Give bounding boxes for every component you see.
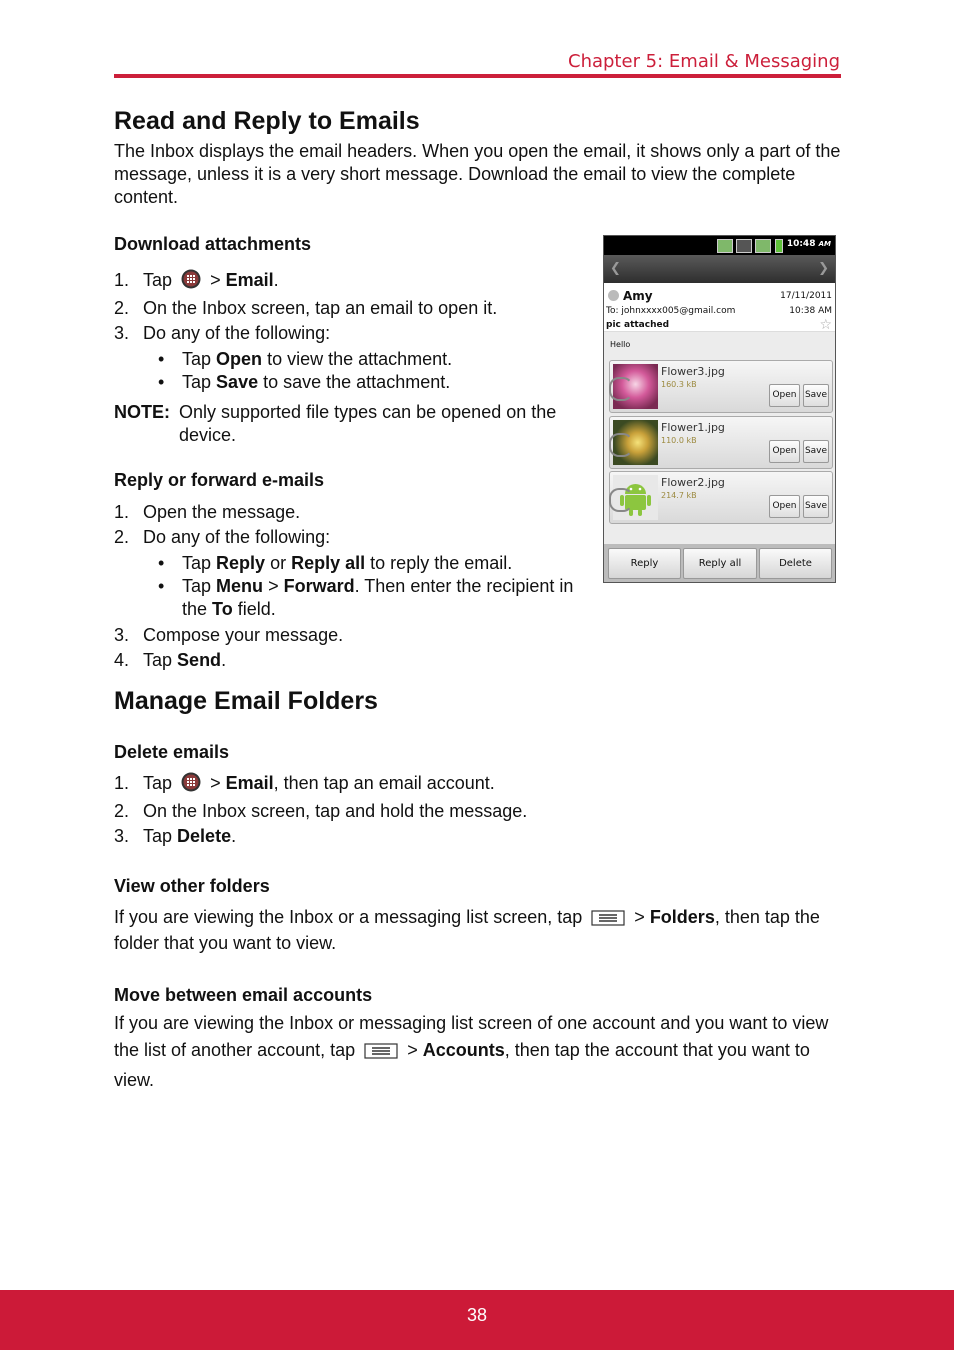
list-item	[114, 501, 584, 524]
bullet-item	[114, 348, 584, 371]
attachment-size: 110.0 kB	[661, 436, 697, 445]
subheading-accounts: Move between email accounts	[114, 985, 373, 1005]
bullet-dot: •	[158, 372, 165, 392]
list-item	[114, 649, 584, 672]
list-item	[114, 825, 841, 848]
status-bar	[604, 236, 835, 255]
list-item	[114, 624, 584, 647]
step-number: 2.	[114, 801, 130, 821]
separator: >	[268, 576, 279, 596]
step-text: Compose your message.	[143, 625, 344, 645]
step-number: 1.	[114, 502, 130, 522]
list-item	[114, 526, 584, 621]
delete-button[interactable]: Delete	[759, 548, 832, 579]
step-text: Tap	[143, 650, 173, 670]
step-number: 1.	[114, 270, 130, 290]
bold-term: Save	[216, 372, 259, 392]
signal-icon	[755, 239, 771, 253]
recipient: To: johnxxxx005@gmail.com	[606, 306, 736, 316]
menu-icon	[364, 1040, 398, 1067]
reply-button[interactable]: Reply	[608, 548, 681, 579]
attachment-name: Flower1.jpg	[661, 421, 725, 434]
bullet-text: to save the attachment.	[263, 372, 451, 392]
step-number: 3.	[114, 625, 130, 645]
attachment-item	[609, 360, 833, 413]
list-item	[114, 322, 584, 394]
bold-term: Send	[177, 650, 222, 670]
page-footer	[0, 1290, 954, 1350]
chapter-header: Chapter 5: Email & Messaging	[568, 51, 840, 72]
bold-term: Email	[225, 773, 274, 793]
message-body: Hello	[610, 340, 631, 349]
bullet-item	[114, 552, 584, 575]
clock	[787, 239, 831, 249]
accounts-paragraph	[114, 1010, 841, 1094]
save-button[interactable]: Save	[803, 384, 829, 407]
paperclip-icon	[609, 377, 633, 401]
step-number: 2.	[114, 527, 130, 547]
step-text: Tap	[143, 270, 173, 290]
header-rule	[114, 74, 841, 78]
bullet-dot: •	[158, 553, 165, 573]
left-column	[114, 233, 584, 672]
step-text: Do any of the following:	[143, 323, 331, 343]
separator: >	[634, 907, 645, 927]
note-label: NOTE:	[114, 402, 170, 422]
intro-paragraph: The Inbox displays the email headers. When you open the email, it shows only a part of the message, unless it is a very short message. Download the email to view the complete content.	[114, 141, 841, 207]
step-text: On the Inbox screen, tap an email to open it.	[143, 298, 498, 318]
separator: >	[210, 270, 221, 290]
paperclip-icon	[609, 433, 633, 457]
list-item	[114, 297, 584, 320]
page-number: 38	[466, 1305, 488, 1325]
message-nav-bar	[604, 255, 835, 283]
bullet-dot: •	[158, 349, 165, 369]
subheading-delete: Delete emails	[114, 742, 230, 762]
note	[114, 401, 584, 447]
list-item	[114, 772, 841, 798]
paragraph-text: , then tap the account that you want to view.	[114, 1040, 810, 1090]
bullet-text: to view the attachment.	[267, 349, 453, 369]
step-text: Do any of the following:	[143, 527, 331, 547]
open-button[interactable]: Open	[769, 384, 800, 407]
bullet-text: or	[270, 553, 287, 573]
bold-term: Menu	[216, 576, 264, 596]
step-text: Tap	[143, 826, 173, 846]
folders-paragraph	[114, 906, 841, 955]
bullet-text: Tap	[182, 349, 212, 369]
menu-icon	[591, 909, 625, 932]
notification-icon	[717, 239, 733, 253]
battery-icon	[775, 239, 783, 253]
bullet-list	[114, 552, 584, 621]
message-date: 17/11/2011	[780, 291, 832, 301]
bold-term: Forward	[283, 576, 355, 596]
bullet-item	[114, 371, 584, 394]
section-title-read-reply: Read and Reply to Emails	[114, 107, 420, 135]
phone-screenshot	[603, 235, 836, 583]
bold-term: Reply all	[291, 553, 366, 573]
bold-term: To	[212, 599, 233, 619]
bullet-text: field.	[237, 599, 276, 619]
bold-term: Folders	[649, 907, 715, 927]
message-time: 10:38 AM	[789, 306, 832, 316]
list-item	[114, 269, 584, 295]
step-number: 3.	[114, 826, 130, 846]
bold-term: Email	[225, 270, 274, 290]
separator: >	[407, 1040, 418, 1060]
attachment-name: Flower2.jpg	[661, 476, 725, 489]
data-3g-icon	[736, 239, 752, 253]
subheading-download: Download attachments	[114, 234, 312, 254]
paragraph-text: If you are viewing the Inbox or a messaging list screen, tap	[114, 907, 583, 927]
download-steps	[114, 269, 584, 394]
bold-term: Open	[216, 349, 263, 369]
subject: pic attached	[606, 320, 670, 330]
separator: >	[210, 773, 221, 793]
bullet-item	[114, 575, 584, 621]
paragraph-text: , then tap the folder that you want to view.	[114, 907, 820, 953]
reply-all-button[interactable]: Reply all	[683, 548, 757, 579]
bullet-dot: •	[158, 576, 165, 596]
step-number: 2.	[114, 298, 130, 318]
clock-time: 10:48	[786, 239, 816, 249]
message-header	[604, 283, 835, 332]
open-button[interactable]: Open	[769, 440, 800, 463]
step-text: .	[221, 650, 227, 670]
step-text: .	[231, 826, 237, 846]
attachment-size: 160.3 kB	[661, 380, 697, 389]
bullet-text: Tap	[182, 576, 212, 596]
bullet-text: Tap	[182, 553, 212, 573]
reply-steps	[114, 501, 584, 672]
delete-steps	[114, 772, 841, 848]
attachment-name: Flower3.jpg	[661, 365, 725, 378]
save-button[interactable]: Save	[803, 495, 829, 518]
step-number: 1.	[114, 773, 130, 793]
step-number: 4.	[114, 650, 130, 670]
step-text: .	[273, 270, 279, 290]
paragraph-text: If you are viewing the Inbox or messaging list screen of one account and you want to view the list of another account, tap	[114, 1013, 829, 1060]
sender-name: Amy	[623, 289, 653, 303]
contact-icon	[608, 290, 619, 301]
list-item	[114, 800, 841, 823]
bullet-text: to reply the email.	[370, 553, 513, 573]
step-text: Open the message.	[143, 502, 301, 522]
note-text: Only supported file types can be opened on the device.	[179, 402, 557, 445]
bullet-list	[114, 348, 584, 394]
paperclip-icon	[609, 488, 633, 512]
subheading-folders: View other folders	[114, 876, 270, 896]
open-button[interactable]: Open	[769, 495, 800, 518]
attachment-size: 214.7 kB	[661, 491, 697, 500]
bullet-text: . Then enter the recipient in the	[182, 576, 574, 619]
chevron-right-icon[interactable]: ❯	[818, 261, 829, 276]
bold-term: Accounts	[422, 1040, 505, 1060]
action-bar	[604, 544, 835, 582]
chevron-left-icon[interactable]: ❮	[610, 261, 621, 276]
subheading-reply: Reply or forward e-mails	[114, 470, 325, 490]
section-title-manage-folders: Manage Email Folders	[114, 687, 378, 715]
save-button[interactable]: Save	[803, 440, 829, 463]
clock-ampm: AM	[818, 240, 831, 248]
bold-term: Delete	[177, 826, 232, 846]
bullet-text: Tap	[182, 372, 212, 392]
step-text: On the Inbox screen, tap and hold the message.	[143, 801, 528, 821]
attachment-item	[609, 471, 833, 524]
app-drawer-icon	[181, 772, 201, 798]
star-icon[interactable]: ☆	[819, 317, 832, 333]
step-text: Tap	[143, 773, 173, 793]
bold-term: Reply	[216, 553, 266, 573]
step-text: , then tap an email account.	[273, 773, 495, 793]
step-number: 3.	[114, 323, 130, 343]
app-drawer-icon	[181, 269, 201, 295]
attachment-item	[609, 416, 833, 469]
